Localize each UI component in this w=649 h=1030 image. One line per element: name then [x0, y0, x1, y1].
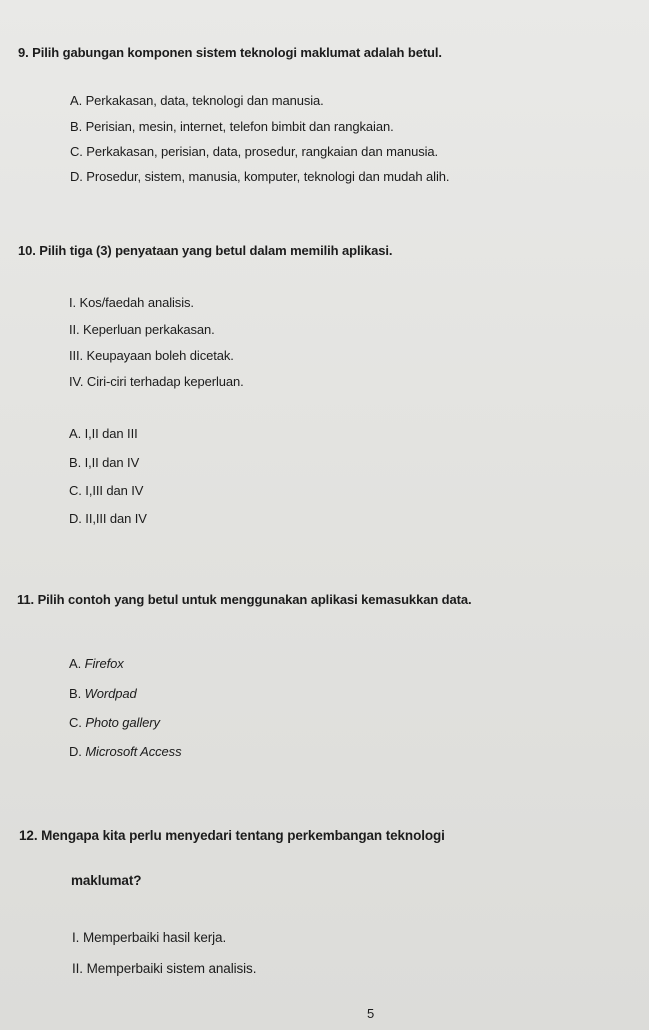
- q10-statement-iv: IV. Ciri-ciri terhadap keperluan.: [69, 374, 244, 389]
- q11-option-c: C. Photo gallery: [69, 715, 160, 730]
- q10-option-c: C. I,III dan IV: [69, 483, 144, 498]
- q11-option-d: D. Microsoft Access: [69, 744, 182, 759]
- q10-option-a: A. I,II dan III: [69, 426, 138, 441]
- q9-option-c: C. Perkakasan, perisian, data, prosedur, rangkaian dan manusia.: [70, 144, 439, 159]
- q10-statement-i: I. Kos/faedah analisis.: [69, 295, 194, 310]
- q10-option-d: D. II,III dan IV: [69, 511, 147, 526]
- q10-statement-iii: III. Keupayaan boleh dicetak.: [69, 348, 234, 363]
- question-10: 10. Pilih tiga (3) penyataan yang betul dalam memilih aplikasi.: [18, 243, 393, 258]
- page-number: 5: [367, 1006, 375, 1021]
- question-12-line-2: maklumat?: [71, 873, 142, 888]
- q9-option-b: B. Perisian, mesin, internet, telefon bimbit dan rangkaian.: [70, 119, 394, 134]
- q9-option-d: D. Prosedur, sistem, manusia, komputer, teknologi dan mudah alih.: [70, 169, 450, 184]
- question-12-line-1: 12. Mengapa kita perlu menyedari tentang perkembangan teknologi: [19, 828, 445, 843]
- q9-option-a: A. Perkakasan, data, teknologi dan manusia.: [70, 93, 324, 108]
- question-11: 11. Pilih contoh yang betul untuk menggunakan aplikasi kemasukkan data.: [17, 592, 472, 607]
- q12-statement-ii: II. Memperbaiki sistem analisis.: [72, 961, 257, 976]
- q10-option-b: B. I,II dan IV: [69, 455, 140, 470]
- q11-option-b: B. Wordpad: [69, 686, 137, 701]
- q11-option-a: A. Firefox: [69, 656, 124, 671]
- q10-statement-ii: II. Keperluan perkakasan.: [69, 322, 215, 337]
- q12-statement-i: I. Memperbaiki hasil kerja.: [72, 930, 227, 945]
- question-9: 9. Pilih gabungan komponen sistem teknologi maklumat adalah betul.: [18, 45, 442, 60]
